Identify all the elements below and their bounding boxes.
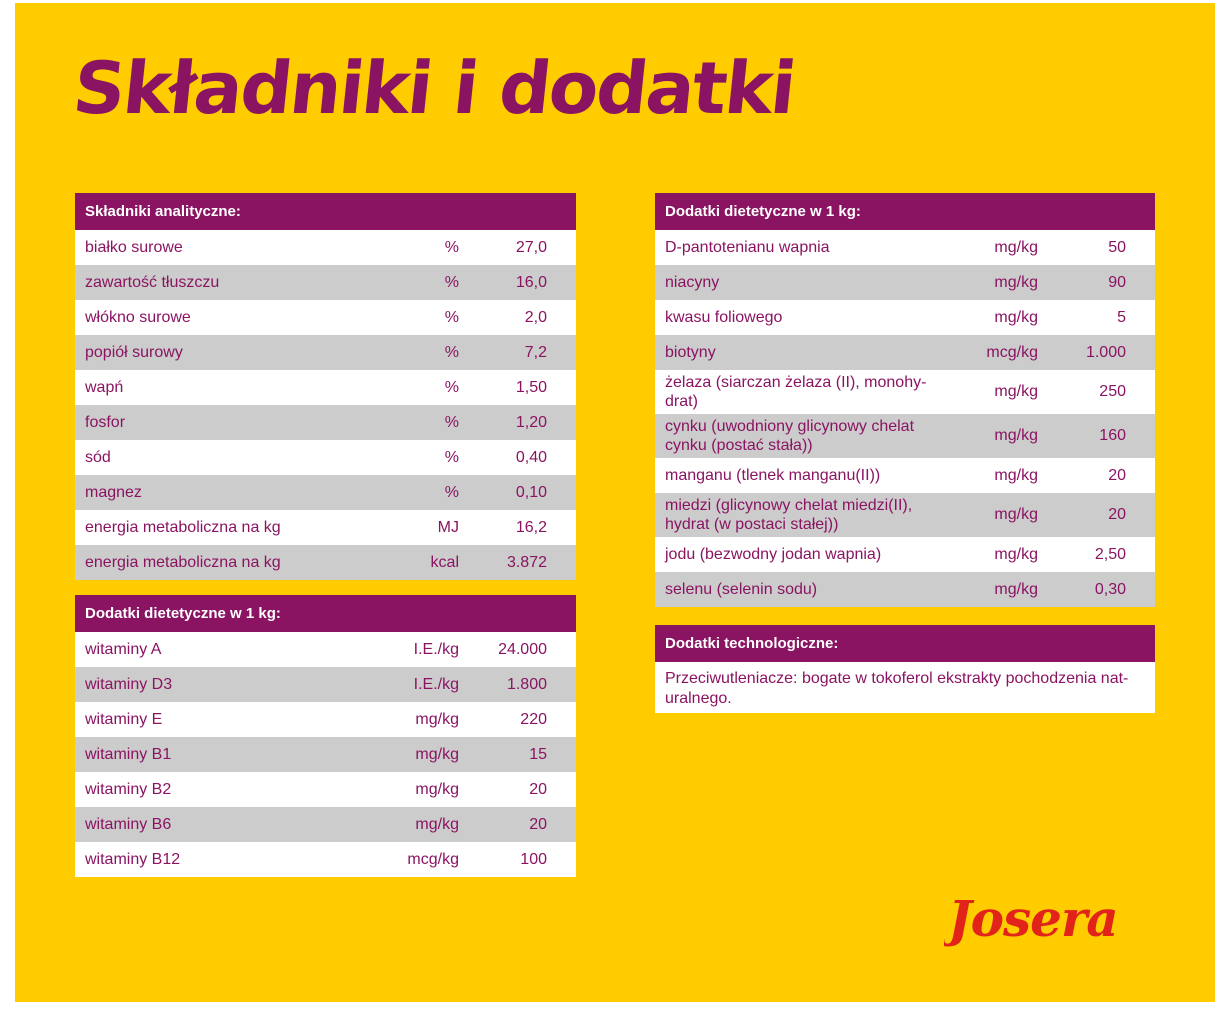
row-unit: mcg/kg xyxy=(986,343,1038,361)
row-label: miedzi (glicynowy chelat miedzi(II), hydrat (w postaci stałej)) xyxy=(665,496,913,533)
row-value: 3.872 xyxy=(506,553,547,571)
row-unit: mg/kg xyxy=(994,506,1038,523)
row-unit: mg/kg xyxy=(994,580,1038,598)
row-unit: mg/kg xyxy=(415,815,459,833)
table-row xyxy=(75,807,576,842)
table-row xyxy=(75,440,576,475)
table-row xyxy=(655,300,1155,335)
table-body xyxy=(75,230,576,580)
table-row xyxy=(655,414,1155,458)
row-value: 5 xyxy=(1117,308,1126,326)
row-value: 27,0 xyxy=(515,238,547,256)
row-unit: I.E./kg xyxy=(413,675,459,693)
technological-additives-text: Przeciwutleniacze: bogate w tokoferol ekstrakty pochodzenia nat- uralnego. xyxy=(665,670,1129,707)
row-label: popiół surowy xyxy=(85,343,183,361)
row-label: witaminy B2 xyxy=(85,780,172,798)
nutritional-additives-table xyxy=(655,193,1155,607)
row-value: 16,0 xyxy=(515,273,547,291)
row-label: żelaza (siarczan żelaza (II), monohy- drat) xyxy=(665,373,927,410)
page-title: Składniki i dodatki xyxy=(69,46,799,130)
row-label: witaminy B1 xyxy=(85,745,172,763)
table-row xyxy=(75,737,576,772)
row-value: 0,40 xyxy=(515,448,547,466)
row-value: 1.000 xyxy=(1085,343,1126,361)
row-value: 0,30 xyxy=(1094,580,1126,598)
row-label: witaminy B12 xyxy=(85,850,181,868)
row-value: 15 xyxy=(529,745,547,763)
row-unit: MJ xyxy=(437,518,459,536)
table-row xyxy=(75,632,576,667)
row-unit: % xyxy=(444,448,459,466)
table-row xyxy=(655,370,1155,414)
row-label: sód xyxy=(85,448,111,466)
row-value: 20 xyxy=(1108,466,1126,484)
row-unit: I.E./kg xyxy=(413,640,459,658)
table-body xyxy=(75,632,576,877)
row-unit: % xyxy=(444,483,459,501)
row-value: 1,50 xyxy=(515,378,547,396)
table-row xyxy=(655,458,1155,493)
row-unit: % xyxy=(444,413,459,431)
row-label: jodu (bezwodny jodan wapnia) xyxy=(665,545,882,563)
table-row xyxy=(75,300,576,335)
table-row xyxy=(75,772,576,807)
row-unit: mg/kg xyxy=(994,273,1038,291)
row-value: 1,20 xyxy=(515,413,547,431)
row-label: wapń xyxy=(85,378,124,396)
row-unit: % xyxy=(444,378,459,396)
row-unit: mg/kg xyxy=(415,745,459,763)
table-row xyxy=(655,537,1155,572)
josera-logo xyxy=(944,888,1159,948)
table-row xyxy=(75,335,576,370)
row-value: 24.000 xyxy=(498,640,547,658)
row-value: 90 xyxy=(1108,273,1126,291)
table-header: Dodatki dietetyczne w 1 kg: xyxy=(655,193,1155,230)
row-label: energia metaboliczna na kg xyxy=(85,553,281,571)
table-row xyxy=(75,405,576,440)
row-value: 2,0 xyxy=(524,308,547,326)
row-label: witaminy B6 xyxy=(85,815,172,833)
row-label: cynku (uwodniony glicynowy chelat cynku (postać stała)) xyxy=(665,417,915,454)
table-header: Dodatki dietetyczne w 1 kg: xyxy=(75,595,576,632)
table-row xyxy=(75,667,576,702)
table-row xyxy=(655,230,1155,265)
row-label: D-pantotenianu wapnia xyxy=(665,238,830,256)
row-value: 20 xyxy=(529,780,547,798)
table-row xyxy=(75,230,576,265)
row-value: 20 xyxy=(529,815,547,833)
vitamins-table xyxy=(75,595,576,877)
row-unit: mg/kg xyxy=(994,308,1038,326)
row-label: biotyny xyxy=(665,343,716,361)
row-unit: kcal xyxy=(430,553,459,571)
row-unit: % xyxy=(444,238,459,256)
row-value: 250 xyxy=(1099,383,1126,400)
table-row xyxy=(655,265,1155,300)
row-label: witaminy D3 xyxy=(85,675,173,693)
row-label: witaminy A xyxy=(85,640,162,658)
row-unit: mg/kg xyxy=(994,383,1038,400)
row-value: 50 xyxy=(1108,238,1126,256)
row-label: włókno surowe xyxy=(85,308,191,326)
table-row xyxy=(75,370,576,405)
row-unit: mg/kg xyxy=(994,545,1038,563)
row-unit: mg/kg xyxy=(415,780,459,798)
row-label: manganu (tlenek manganu(II)) xyxy=(665,466,881,484)
row-value: 1.800 xyxy=(506,675,547,693)
svg-text:Josera: Josera xyxy=(948,889,1118,948)
row-label: zawartość tłuszczu xyxy=(85,273,220,291)
row-label: selenu (selenin sodu) xyxy=(665,580,818,598)
table-header: Dodatki technologiczne: xyxy=(655,625,1155,662)
row-value: 0,10 xyxy=(515,483,547,501)
table-row xyxy=(655,493,1155,537)
table-row xyxy=(655,572,1155,607)
row-label: kwasu foliowego xyxy=(665,308,783,326)
technological-additives-box xyxy=(655,625,1155,713)
row-value: 2,50 xyxy=(1094,545,1126,563)
row-unit: mg/kg xyxy=(994,466,1038,484)
row-label: niacyny xyxy=(665,273,720,291)
table-row xyxy=(75,702,576,737)
row-unit: % xyxy=(444,343,459,361)
row-unit: mg/kg xyxy=(994,238,1038,256)
row-label: witaminy E xyxy=(85,710,163,728)
table-row xyxy=(75,265,576,300)
row-unit: % xyxy=(444,273,459,291)
table-row xyxy=(75,510,576,545)
row-unit: mg/kg xyxy=(994,427,1038,444)
row-unit: mcg/kg xyxy=(407,850,459,868)
row-unit: mg/kg xyxy=(415,710,459,728)
row-unit: % xyxy=(444,308,459,326)
table-row xyxy=(75,842,576,877)
table-row xyxy=(75,545,576,580)
row-value: 220 xyxy=(520,710,547,728)
row-label: magnez xyxy=(85,483,142,501)
analytic-constituents-table xyxy=(75,193,576,580)
row-label: fosfor xyxy=(85,413,126,431)
row-value: 7,2 xyxy=(524,343,547,361)
row-value: 160 xyxy=(1099,427,1126,444)
table-header: Składniki analityczne: xyxy=(75,193,576,230)
table-row xyxy=(655,335,1155,370)
table-body xyxy=(655,230,1155,607)
row-value: 100 xyxy=(520,850,547,868)
row-label: białko surowe xyxy=(85,238,183,256)
row-label: energia metaboliczna na kg xyxy=(85,518,281,536)
row-value: 16,2 xyxy=(515,518,547,536)
row-value: 20 xyxy=(1108,506,1126,523)
table-row xyxy=(75,475,576,510)
